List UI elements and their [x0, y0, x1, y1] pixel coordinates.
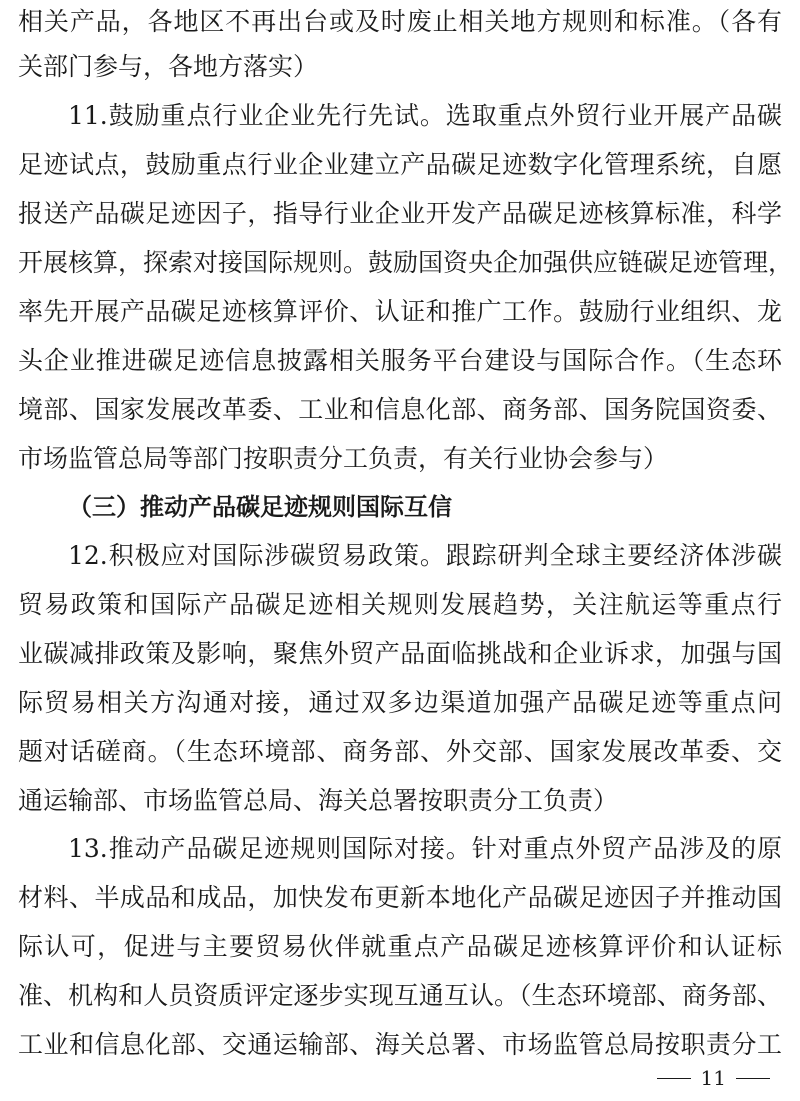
text-line: 贸易政策和国际产品碳足迹相关规则发展趋势，关注航运等重点行 — [18, 590, 782, 619]
text-line: 报送产品碳足迹因子，指导行业企业开发产品碳足迹核算标准，科学 — [18, 199, 782, 228]
text-line: 业碳减排政策及影响，聚焦外贸产品面临挑战和企业诉求，加强与国 — [18, 639, 782, 668]
dash-right — [736, 1078, 770, 1079]
page-footer — [657, 1064, 770, 1092]
text-line: 市场监管总局等部门按职责分工负责，有关行业协会参与） — [18, 444, 669, 473]
text-line: 足迹试点，鼓励重点行业企业建立产品碳足迹数字化管理系统，自愿 — [18, 150, 782, 179]
text-line: 相关产品，各地区不再出台或及时废止相关地方规则和标准。（各有 — [18, 7, 782, 36]
text-line: 境部、国家发展改革委、工业和信息化部、商务部、国务院国资委、 — [18, 395, 782, 424]
text-line: 通运输部、市场监管总局、海关总署按职责分工负责） — [18, 786, 619, 815]
text-line: 材料、半成品和成品，加快发布更新本地化产品碳足迹因子并推动国 — [18, 883, 782, 912]
text-line: 题对话磋商。（生态环境部、商务部、外交部、国家发展改革委、交 — [18, 737, 782, 766]
dash-left — [657, 1078, 691, 1079]
text-line: 开展核算，探索对接国际规则。鼓励国资央企加强供应链碳足迹管理， — [18, 248, 794, 277]
text-line: 准、机构和人员资质评定逐步实现互通互认。（生态环境部、商务部、 — [18, 981, 782, 1010]
paragraph-start-line: 11.鼓励重点行业企业先行先试。选取重点外贸行业开展产品碳 — [68, 101, 782, 130]
paragraph-start-line: 13.推动产品碳足迹规则国际对接。针对重点外贸产品涉及的原 — [68, 834, 782, 863]
text-line: 率先开展产品碳足迹核算评价、认证和推广工作。鼓励行业组织、龙 — [18, 297, 782, 326]
section-heading: （三）推动产品碳足迹规则国际互信 — [68, 493, 452, 521]
text-line: 际认可，促进与主要贸易伙伴就重点产品碳足迹核算评价和认证标 — [18, 932, 782, 961]
text-line: 工业和信息化部、交通运输部、海关总署、市场监管总局按职责分工 — [18, 1030, 782, 1059]
page-number: 11 — [700, 1066, 726, 1090]
text-line: 头企业推进碳足迹信息披露相关服务平台建设与国际合作。（生态环 — [18, 346, 782, 375]
text-line: 际贸易相关方沟通对接，通过双多边渠道加强产品碳足迹等重点问 — [18, 688, 782, 717]
paragraph-start-line: 12.积极应对国际涉碳贸易政策。跟踪研判全球主要经济体涉碳 — [68, 541, 782, 570]
text-line: 关部门参与，各地方落实） — [18, 52, 319, 81]
